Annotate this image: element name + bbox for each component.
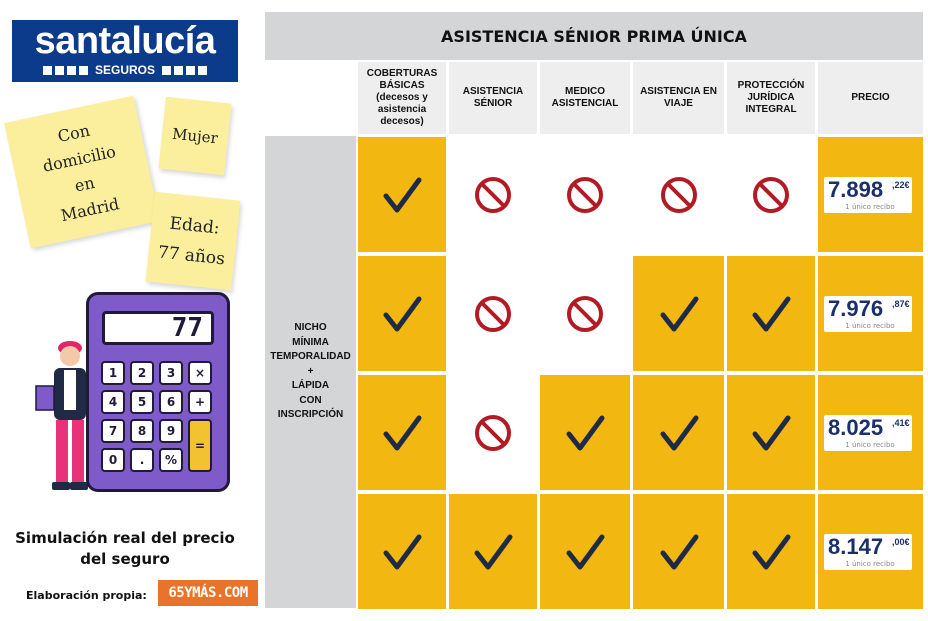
check-icon	[381, 412, 423, 454]
note-sexo	[158, 97, 231, 176]
note-sexo-text: Mujer	[171, 124, 219, 148]
price-box	[824, 296, 912, 332]
row-label-line: CON	[299, 394, 322, 406]
price-box	[824, 177, 912, 213]
note-domicilio-line: domicilio	[40, 141, 118, 176]
note-domicilio-line: Madrid	[59, 194, 121, 226]
coverage-cell	[633, 494, 724, 609]
santalucia-logo	[12, 20, 238, 82]
price-cell	[818, 494, 923, 609]
brand-65ymas-logo: 65YMÁS.COM	[158, 580, 258, 606]
price-cents: ,41€	[892, 418, 910, 428]
price-cents: ,00€	[892, 537, 910, 547]
price-cents: ,22€	[892, 180, 910, 190]
prohibited-icon	[473, 413, 513, 453]
calc-key: 7	[101, 419, 125, 443]
check-icon	[472, 531, 514, 573]
check-icon	[750, 293, 792, 335]
header-asistencia-senior: ASISTENCIA SÉNIOR	[449, 62, 537, 134]
prohibited-icon	[473, 175, 513, 215]
check-icon	[658, 412, 700, 454]
coverage-cell	[449, 137, 537, 252]
calc-key: .	[130, 448, 154, 472]
coverage-cell	[449, 375, 537, 490]
price-amount: 8.147	[828, 534, 884, 559]
check-icon	[658, 531, 700, 573]
check-icon	[381, 531, 423, 573]
row-label-line: MÍNIMA	[292, 336, 329, 348]
check-icon	[381, 174, 423, 216]
coverage-cell	[358, 375, 446, 490]
price-cell	[818, 137, 923, 252]
coverage-cell	[727, 494, 815, 609]
calc-key: ×	[188, 361, 212, 385]
simulation-caption: Simulación real del precio del seguro	[15, 529, 235, 568]
logo-wordmark: santalucía	[34, 20, 216, 62]
coverage-cell	[358, 256, 446, 371]
check-icon	[658, 293, 700, 335]
logo-subtitle: SEGUROS	[94, 63, 155, 77]
logo-subline	[12, 63, 238, 77]
prohibited-icon	[659, 175, 699, 215]
check-icon	[381, 293, 423, 335]
price-note: 1 único recibo	[845, 441, 895, 449]
coverage-cell	[727, 137, 815, 252]
coverage-cell	[727, 375, 815, 490]
price-amount: 7.976	[828, 296, 884, 321]
calc-key: 5	[130, 390, 154, 414]
calculator-display: 77	[102, 311, 214, 345]
note-edad	[146, 192, 241, 290]
price-cell	[818, 375, 923, 490]
coverage-cell	[449, 256, 537, 371]
note-edad-line: 77 años	[157, 242, 226, 270]
calc-key-equals: =	[188, 419, 212, 472]
price-note: 1 único recibo	[845, 203, 895, 211]
calc-key: +	[188, 390, 212, 414]
price-box	[824, 534, 912, 570]
calculator-illustration	[86, 292, 230, 492]
calc-key: 9	[159, 419, 183, 443]
prohibited-icon	[565, 175, 605, 215]
row-label-line: +	[307, 365, 314, 377]
price-cell	[818, 256, 923, 371]
prohibited-icon	[751, 175, 791, 215]
calculator-keypad	[101, 361, 217, 472]
note-edad-line: Edad:	[168, 213, 221, 239]
note-domicilio-line: en	[72, 172, 97, 196]
coverage-cell	[540, 494, 630, 609]
price-amount: 8.025	[828, 415, 884, 440]
calc-key: %	[159, 448, 183, 472]
note-domicilio	[4, 96, 160, 249]
coverage-cell	[449, 494, 537, 609]
elaboration-label: Elaboración propia:	[26, 589, 147, 602]
coverage-cell	[633, 375, 724, 490]
coverage-cell	[633, 137, 724, 252]
coverage-cell	[540, 256, 630, 371]
row-label-line: LÁPIDA	[291, 380, 330, 392]
coverage-cell	[358, 137, 446, 252]
price-note: 1 único recibo	[845, 560, 895, 568]
calc-key: 8	[130, 419, 154, 443]
price-cents: ,87€	[892, 299, 910, 309]
price-box	[824, 415, 912, 451]
coverage-cell	[540, 137, 630, 252]
coverage-cell	[358, 494, 446, 609]
calc-key: 1	[101, 361, 125, 385]
calc-key: 3	[159, 361, 183, 385]
table-title: ASISTENCIA SÉNIOR PRIMA ÚNICA	[265, 12, 923, 60]
calc-key: 0	[101, 448, 125, 472]
header-medico-asistencial: MEDICO ASISTENCIAL	[540, 62, 630, 134]
header-proteccion-juridica: PROTECCIÓN JURÍDICA INTEGRAL	[727, 62, 815, 134]
coverage-cell	[727, 256, 815, 371]
coverage-cell	[633, 256, 724, 371]
check-icon	[564, 531, 606, 573]
note-domicilio-line: Con	[56, 120, 92, 147]
check-icon	[564, 412, 606, 454]
row-label-line: TEMPORALIDAD	[270, 351, 351, 363]
header-precio: PRECIO	[818, 62, 923, 134]
check-icon	[750, 531, 792, 573]
calc-key: 2	[130, 361, 154, 385]
row-label-line: INSCRIPCIÓN	[277, 409, 344, 421]
calc-key: 4	[101, 390, 125, 414]
price-amount: 7.898	[828, 177, 884, 202]
prohibited-icon	[473, 294, 513, 334]
coverage-cell	[540, 375, 630, 490]
header-asistencia-viaje: ASISTENCIA EN VIAJE	[633, 62, 724, 134]
row-label-nicho	[265, 136, 356, 608]
price-note: 1 único recibo	[845, 322, 895, 330]
header-coberturas: COBERTURAS BÁSICAS (decesos y asistencia decesos)	[358, 62, 446, 134]
row-label-line: NICHO	[294, 322, 327, 334]
calc-key: 6	[159, 390, 183, 414]
check-icon	[750, 412, 792, 454]
prohibited-icon	[565, 294, 605, 334]
